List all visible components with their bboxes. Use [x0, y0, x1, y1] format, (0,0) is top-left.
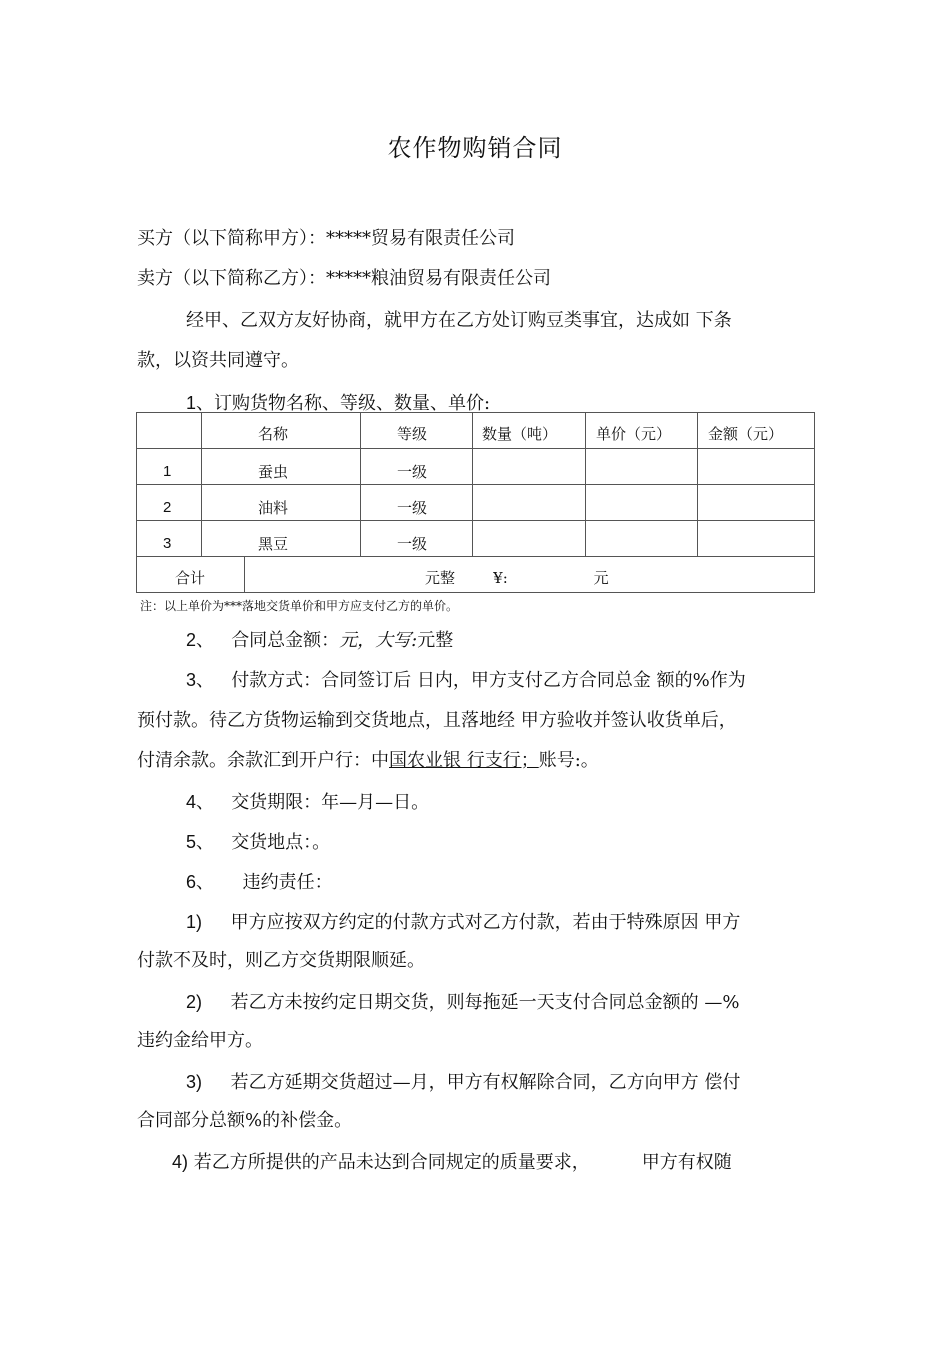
row-index-cell: 3	[137, 521, 202, 557]
row-grade-cell: 一级	[361, 449, 473, 485]
row-unit-price-cell	[586, 485, 698, 521]
item-3-line-1: 3、 付款方式：合同签订后 日内，甲方支付乙方合同总金 额的%作为	[186, 670, 746, 691]
row-index-cell: 1	[137, 449, 202, 485]
sub-item-1-line-1: 1) 甲方应按双方约定的付款方式对乙方付款，若由于特殊原因 甲方	[186, 912, 741, 933]
sub-item-4-line-1: 4) 若乙方所提供的产品未达到合同规定的质量要求， 甲方有权随	[172, 1152, 732, 1173]
header-index-cell	[137, 413, 202, 449]
document-title: 农作物购销合同	[387, 134, 563, 162]
sub-item-3-line-2: 合同部分总额%的补偿金。	[137, 1110, 353, 1131]
header-quantity-cell: 数量（吨）	[473, 413, 586, 449]
row-unit-price-cell	[586, 449, 698, 485]
row-amount-cell	[698, 521, 815, 557]
row-name-cell: 蚕虫	[202, 449, 361, 485]
header-name-cell: 名称	[202, 413, 361, 449]
table-header-row	[137, 413, 815, 449]
buyer-line: 买方（以下简称甲方）：*****贸易有限责任公司	[137, 228, 515, 249]
sub-item-2-line-2: 违约金给甲方。	[137, 1030, 263, 1051]
row-quantity-cell	[473, 521, 586, 557]
table-note: 注：以上单价为***落地交货单价和甲方应支付乙方的单价。	[140, 599, 459, 613]
intro-line-1: 经甲、乙双方友好协商，就甲方在乙方处订购豆类事宜，达成如 下条	[186, 310, 732, 331]
header-grade-cell: 等级	[361, 413, 473, 449]
item-3-line-3: 付清余款。余款汇到开户行：中国农业银 行支行；账号:。	[137, 750, 599, 771]
row-amount-cell	[698, 485, 815, 521]
total-value-cell: 元整 ¥: 元	[245, 557, 815, 593]
table-row	[137, 449, 815, 485]
table-total-row	[137, 557, 815, 593]
item-2: 2、 合同总金额：元，大写:元整	[186, 630, 454, 651]
intro-line-2: 款，以资共同遵守。	[137, 350, 299, 371]
table-row	[137, 485, 815, 521]
row-quantity-cell	[473, 485, 586, 521]
sub-item-1-line-2: 付款不及时，则乙方交货期限顺延。	[137, 950, 425, 971]
row-quantity-cell	[473, 449, 586, 485]
row-amount-cell	[698, 449, 815, 485]
item-6: 6、 违约责任：	[186, 872, 333, 893]
bank-name: 国农业银 行支行；	[389, 750, 539, 771]
row-grade-cell: 一级	[361, 521, 473, 557]
item-3-line-2: 预付款。待乙方货物运输到交货地点，且落地经 甲方验收并签认收货单后，	[137, 710, 737, 731]
item-1-number: 1	[186, 393, 197, 413]
item-5: 5、 交货地点：。	[186, 832, 331, 853]
header-unit-price-cell: 单价（元）	[586, 413, 698, 449]
item-1-text: 、订购货物名称、等级、数量、单价:	[196, 393, 491, 414]
row-unit-price-cell	[586, 521, 698, 557]
item-2-number: 2	[186, 630, 197, 650]
header-amount-cell: 金额（元）	[698, 413, 815, 449]
row-name-cell: 油料	[202, 485, 361, 521]
seller-line: 卖方（以下简称乙方）：*****粮油贸易有限责任公司	[137, 268, 551, 289]
row-grade-cell: 一级	[361, 485, 473, 521]
table-row	[137, 521, 815, 557]
sub-item-2-line-1: 2) 若乙方未按约定日期交货，则每拖延一天支付合同总金额的 —%	[186, 992, 740, 1013]
sub-item-3-line-1: 3) 若乙方延期交货超过—月，甲方有权解除合同，乙方向甲方 偿付	[186, 1072, 741, 1093]
item-4: 4、 交货期限：年—月—日。	[186, 792, 430, 813]
goods-table	[136, 412, 815, 593]
row-name-cell: 黑豆	[202, 521, 361, 557]
total-label-cell: 合计	[137, 557, 245, 593]
row-index-cell: 2	[137, 485, 202, 521]
